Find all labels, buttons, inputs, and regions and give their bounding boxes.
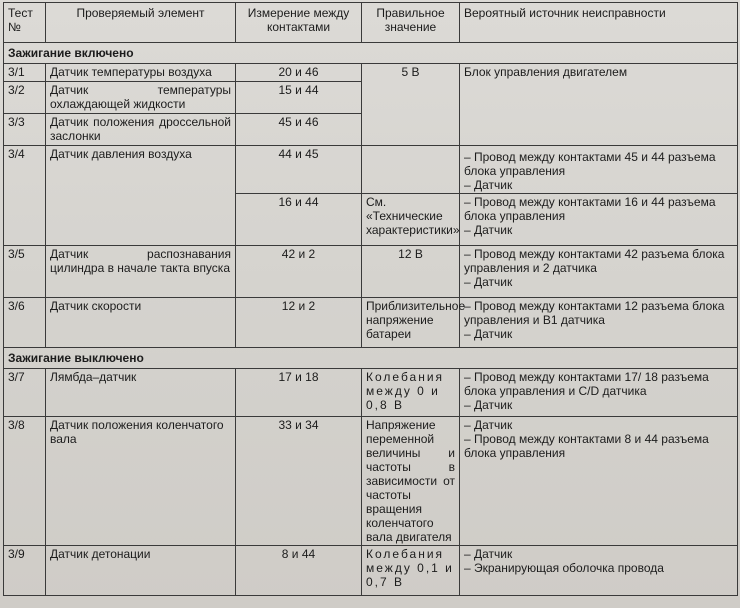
element-name: Датчик скорости: [46, 298, 236, 348]
header-source: Вероятный источник неисправности: [460, 3, 738, 43]
correct-value: Приблизительное напряжение батареи: [362, 298, 460, 348]
measure-contacts: 44 и 45: [236, 146, 362, 194]
element-name: Датчик температуры охлаждающей жидкости: [46, 82, 236, 114]
fault-source: – Провод между контактами 12 разъема блока управления и В1 датчика – Датчик: [460, 298, 738, 348]
correct-value: 5 В: [362, 64, 460, 146]
measure-contacts: 15 и 44: [236, 82, 362, 114]
table-row: [4, 417, 738, 546]
header-test: Тест №: [4, 3, 46, 43]
section-ignition-on: Зажигание включено: [4, 43, 738, 64]
section-row: [4, 348, 738, 369]
element-name: Лямбда–датчик: [46, 369, 236, 417]
fault-source: – Провод между контактами 17/ 18 разъема блока управления и C/D датчика – Датчик: [460, 369, 738, 417]
section-row: [4, 43, 738, 64]
test-number: 3/2: [4, 82, 46, 114]
table-row: [4, 64, 738, 82]
test-number: 3/9: [4, 546, 46, 596]
fault-source: – Датчик – Экранирующая оболочка провода: [460, 546, 738, 596]
fault-source: – Провод между контактами 42 разъема блока управления и 2 датчика – Датчик: [460, 246, 738, 298]
element-name: Датчик положения дроссельной заслонки: [46, 114, 236, 146]
table-row: [4, 369, 738, 417]
measure-contacts: 33 и 34: [236, 417, 362, 546]
measure-contacts: 12 и 2: [236, 298, 362, 348]
fault-source: – Датчик – Провод между контактами 8 и 44 разъема блока управления: [460, 417, 738, 546]
element-name: Датчик детонации: [46, 546, 236, 596]
test-number: 3/8: [4, 417, 46, 546]
test-number: 3/1: [4, 64, 46, 82]
element-name: Датчик температуры воздуха: [46, 64, 236, 82]
measure-contacts: 17 и 18: [236, 369, 362, 417]
correct-value: Напряжение переменной величины и частоты в зависимости от частоты вращения коленчатого вала двигателя: [362, 417, 460, 546]
fault-source: Блок управления двигателем: [460, 64, 738, 146]
diagnostic-table: [3, 2, 738, 596]
test-number: 3/7: [4, 369, 46, 417]
correct-value: [362, 146, 460, 194]
measure-contacts: 20 и 46: [236, 64, 362, 82]
header-element: Проверяемый элемент: [46, 3, 236, 43]
correct-value: 12 В: [362, 246, 460, 298]
test-number: 3/5: [4, 246, 46, 298]
test-number: 3/6: [4, 298, 46, 348]
element-name: Датчик давления воздуха: [46, 146, 236, 246]
measure-contacts: 8 и 44: [236, 546, 362, 596]
table-row: [4, 546, 738, 596]
correct-value: Колебания между 0,1 и 0,7 В: [362, 546, 460, 596]
element-name: Датчик распознавания цилиндра в начале такта впуска: [46, 246, 236, 298]
test-number: 3/3: [4, 114, 46, 146]
measure-contacts: 45 и 46: [236, 114, 362, 146]
table-row: [4, 246, 738, 298]
fault-source: – Провод между контактами 45 и 44 разъема блока управления – Датчик: [460, 146, 738, 194]
header-row: [4, 3, 738, 43]
fault-source: – Провод между контактами 16 и 44 разъема блока управления – Датчик: [460, 194, 738, 246]
header-correct: Правильное значение: [362, 3, 460, 43]
section-ignition-off: Зажигание выключено: [4, 348, 738, 369]
table-row: [4, 146, 738, 194]
measure-contacts: 42 и 2: [236, 246, 362, 298]
correct-value: См. «Технические характеристики»: [362, 194, 460, 246]
test-number: 3/4: [4, 146, 46, 246]
table-row: [4, 298, 738, 348]
element-name: Датчик положения коленчатого вала: [46, 417, 236, 546]
header-measure: Измерение между контактами: [236, 3, 362, 43]
correct-value: Колебания между 0 и 0,8 В: [362, 369, 460, 417]
measure-contacts: 16 и 44: [236, 194, 362, 246]
